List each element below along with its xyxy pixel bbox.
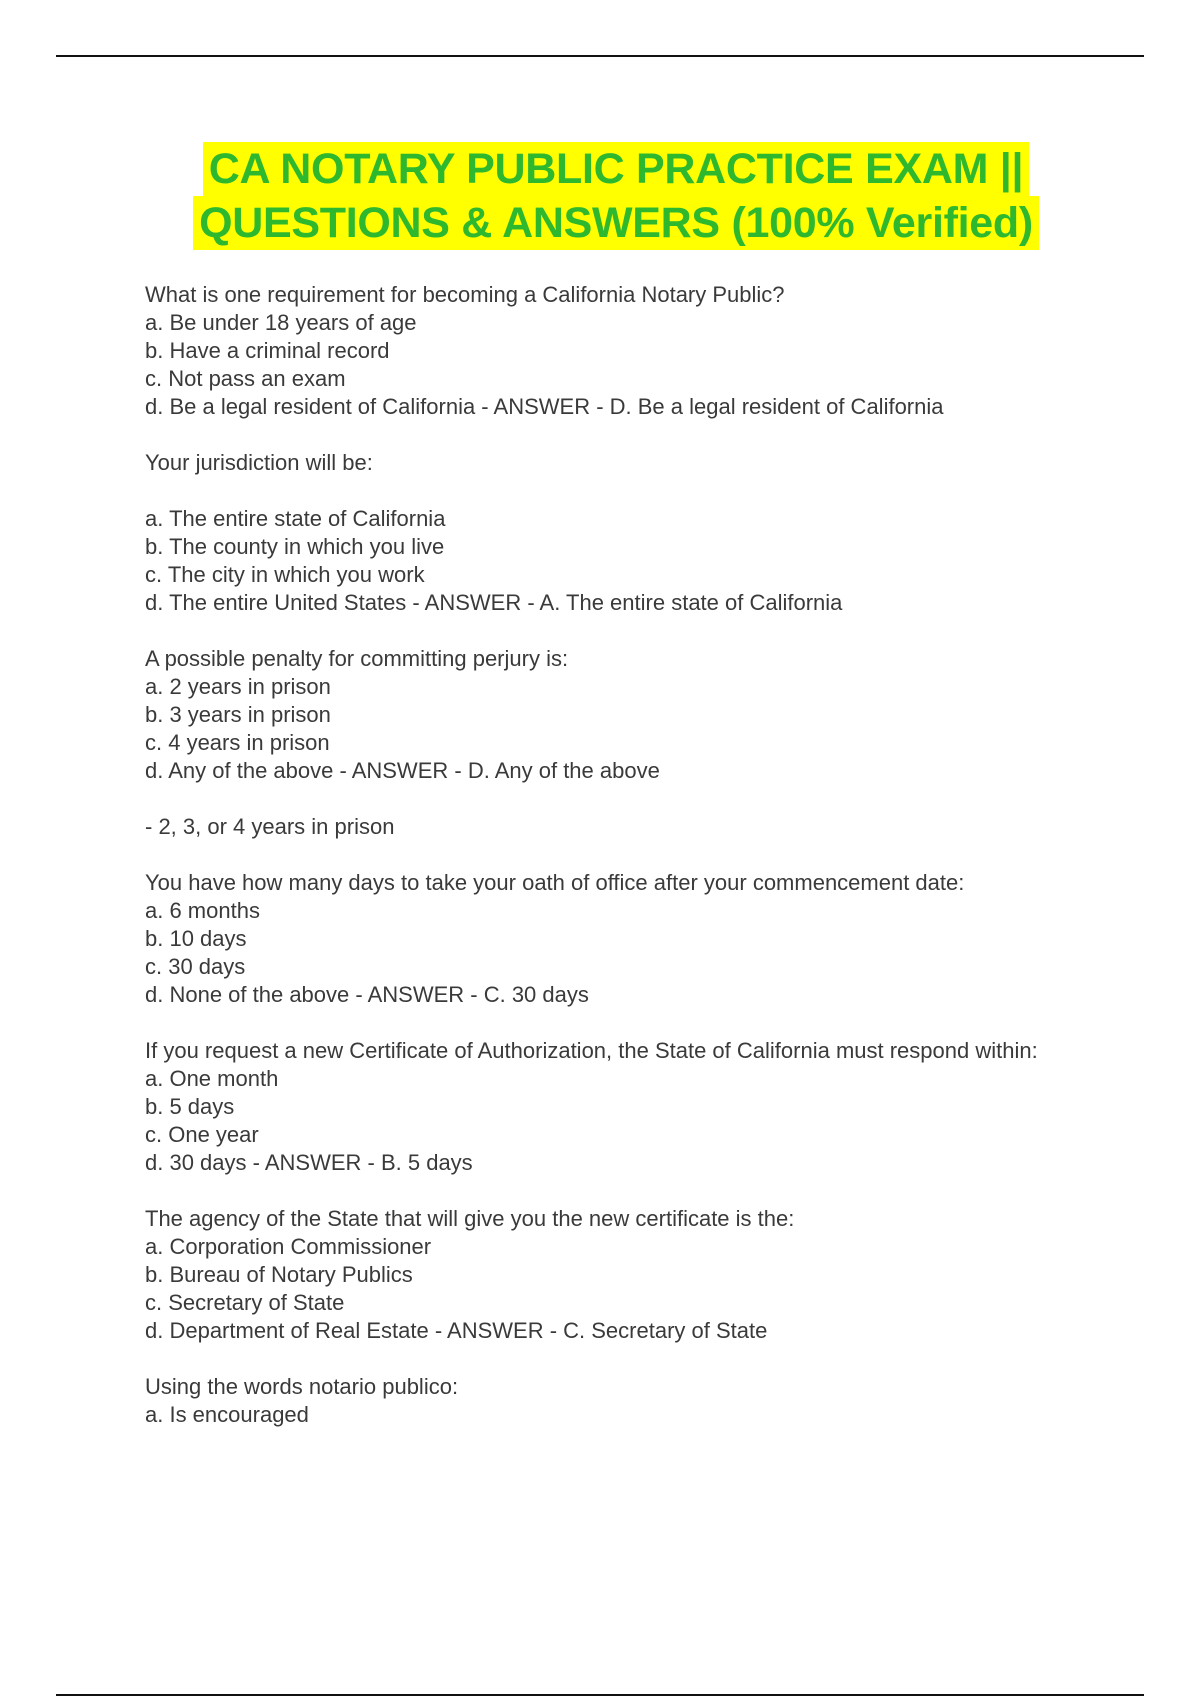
option-line: b. 5 days — [145, 1094, 235, 1119]
blank-line — [145, 785, 1065, 813]
question-block — [145, 281, 1065, 421]
title-line-2: QUESTIONS & ANSWERS (100% Verified) — [193, 196, 1039, 250]
title-line-1: CA NOTARY PUBLIC PRACTICE EXAM || — [203, 142, 1029, 196]
answer-line: d. The entire United States - ANSWER - A. The entire state of California — [145, 590, 843, 615]
bottom-rule — [56, 1694, 1144, 1696]
option-line: b. 10 days — [145, 926, 247, 951]
question-gap — [145, 617, 1065, 645]
question-gap — [145, 1009, 1065, 1037]
question-gap — [145, 841, 1065, 869]
top-rule — [56, 55, 1144, 57]
answer-line: d. Department of Real Estate - ANSWER - C. Secretary of State — [145, 1318, 768, 1343]
option-line: a. Be under 18 years of age — [145, 310, 417, 335]
document-title — [145, 142, 1087, 250]
answer-line: d. 30 days - ANSWER - B. 5 days — [145, 1150, 473, 1175]
question-text: What is one requirement for becoming a California Notary Public? — [145, 282, 785, 307]
answer-note: - 2, 3, or 4 years in prison — [145, 814, 395, 839]
option-line: a. 2 years in prison — [145, 674, 331, 699]
question-block — [145, 1205, 1065, 1345]
option-line: b. Have a criminal record — [145, 338, 390, 363]
question-block — [145, 1037, 1065, 1177]
option-line: a. The entire state of California — [145, 506, 446, 531]
option-line: b. 3 years in prison — [145, 702, 331, 727]
question-text: You have how many days to take your oath of office after your commencement date: — [145, 870, 965, 895]
answer-line: d. Be a legal resident of California - ANSWER - D. Be a legal resident of California — [145, 394, 944, 419]
question-gap — [145, 1345, 1065, 1373]
question-text: The agency of the State that will give you the new certificate is the: — [145, 1206, 795, 1231]
option-line: b. Bureau of Notary Publics — [145, 1262, 413, 1287]
question-list — [145, 281, 1065, 1429]
question-text: If you request a new Certificate of Authorization, the State of California must respond within: — [145, 1038, 1038, 1063]
question-text: Your jurisdiction will be: — [145, 450, 373, 475]
option-line: c. One year — [145, 1122, 259, 1147]
option-line: a. Is encouraged — [145, 1402, 309, 1427]
answer-line: d. Any of the above - ANSWER - D. Any of the above — [145, 758, 660, 783]
question-gap — [145, 421, 1065, 449]
question-text: A possible penalty for committing perjury is: — [145, 646, 569, 671]
option-line: b. The county in which you live — [145, 534, 445, 559]
question-block — [145, 449, 1065, 617]
answer-line: d. None of the above - ANSWER - C. 30 days — [145, 982, 589, 1007]
option-line: c. The city in which you work — [145, 562, 425, 587]
blank-line — [145, 477, 1065, 505]
option-line: c. 4 years in prison — [145, 730, 330, 755]
option-line: a. 6 months — [145, 898, 260, 923]
question-gap — [145, 1177, 1065, 1205]
option-line: c. Secretary of State — [145, 1290, 345, 1315]
question-block — [145, 1373, 1065, 1429]
option-line: c. 30 days — [145, 954, 246, 979]
question-block — [145, 645, 1065, 841]
option-line: c. Not pass an exam — [145, 366, 346, 391]
question-block — [145, 869, 1065, 1009]
option-line: a. One month — [145, 1066, 279, 1091]
question-text: Using the words notario publico: — [145, 1374, 459, 1399]
option-line: a. Corporation Commissioner — [145, 1234, 432, 1259]
